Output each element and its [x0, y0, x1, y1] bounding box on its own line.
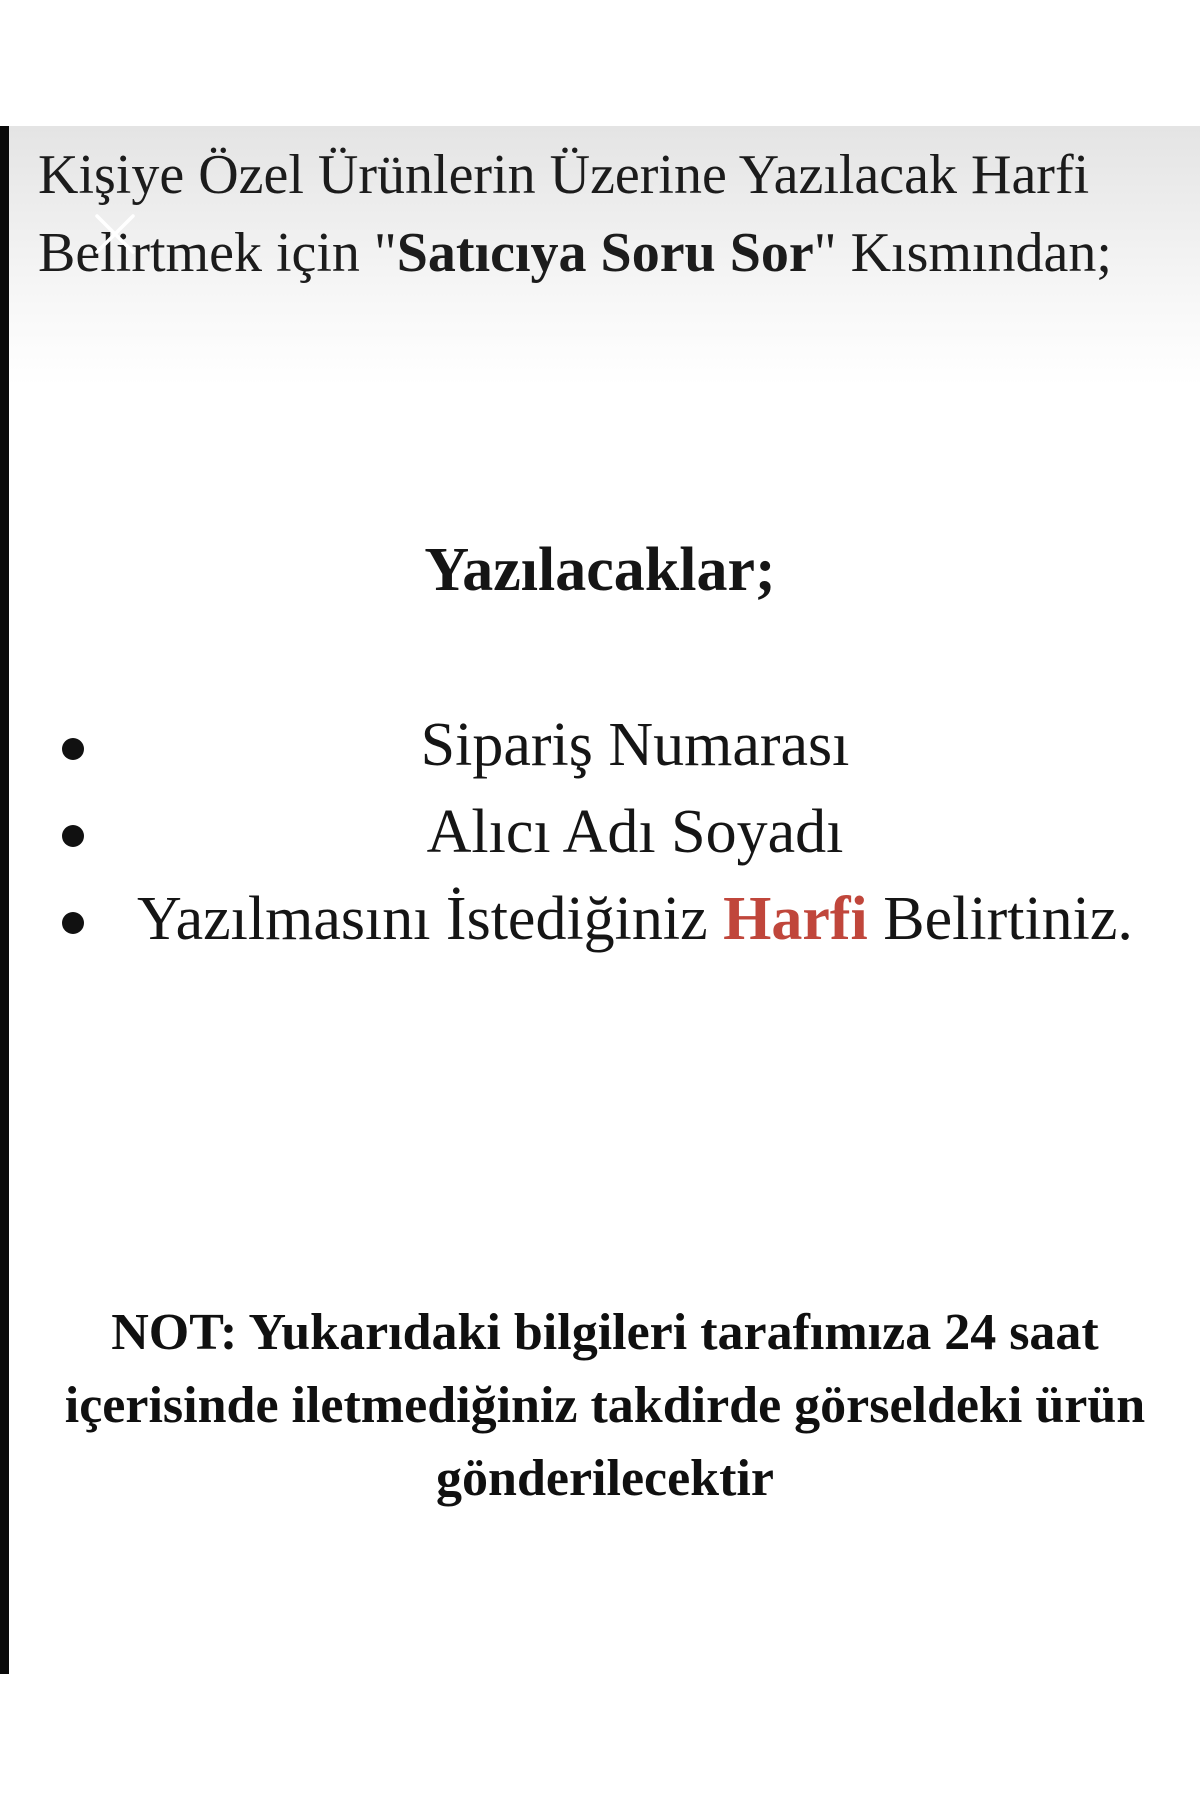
list-item-label-before: Yazılmasını İstediğiniz — [137, 885, 724, 953]
list-heading: Yazılacaklar; — [424, 536, 776, 604]
note-text: NOT: Yukarıdaki bilgileri tarafımıza 24 saat içerisinde iletmediğiniz takdirde görseldeki ürün gönderilecektir — [64, 1304, 1146, 1507]
required-info-list — [0, 702, 1200, 963]
list-item-order-number — [0, 702, 1200, 789]
list-item-recipient-name — [0, 789, 1200, 876]
bullet-icon — [62, 738, 84, 760]
intro-text — [38, 136, 1178, 292]
intro-text-part1: Kişiye Özel Ürünlerin Üzerine Yazılacak Harfi Belirtmek için " — [38, 144, 1090, 284]
content-frame — [0, 126, 1200, 1674]
intro-text-part2: " Kısmından; — [813, 222, 1112, 284]
list-item-label-after: Belirtiniz. — [867, 885, 1133, 953]
ask-seller-label: Satıcıya Soru Sor — [396, 222, 814, 284]
list-item-letter — [0, 876, 1200, 963]
letter-highlight: Harfi — [723, 885, 868, 953]
bullet-icon — [62, 912, 84, 934]
list-item-label: Alıcı Adı Soyadı — [426, 798, 844, 866]
bullet-icon — [62, 825, 84, 847]
close-icon[interactable] — [93, 212, 137, 256]
list-item-label: Sipariş Numarası — [420, 711, 850, 779]
